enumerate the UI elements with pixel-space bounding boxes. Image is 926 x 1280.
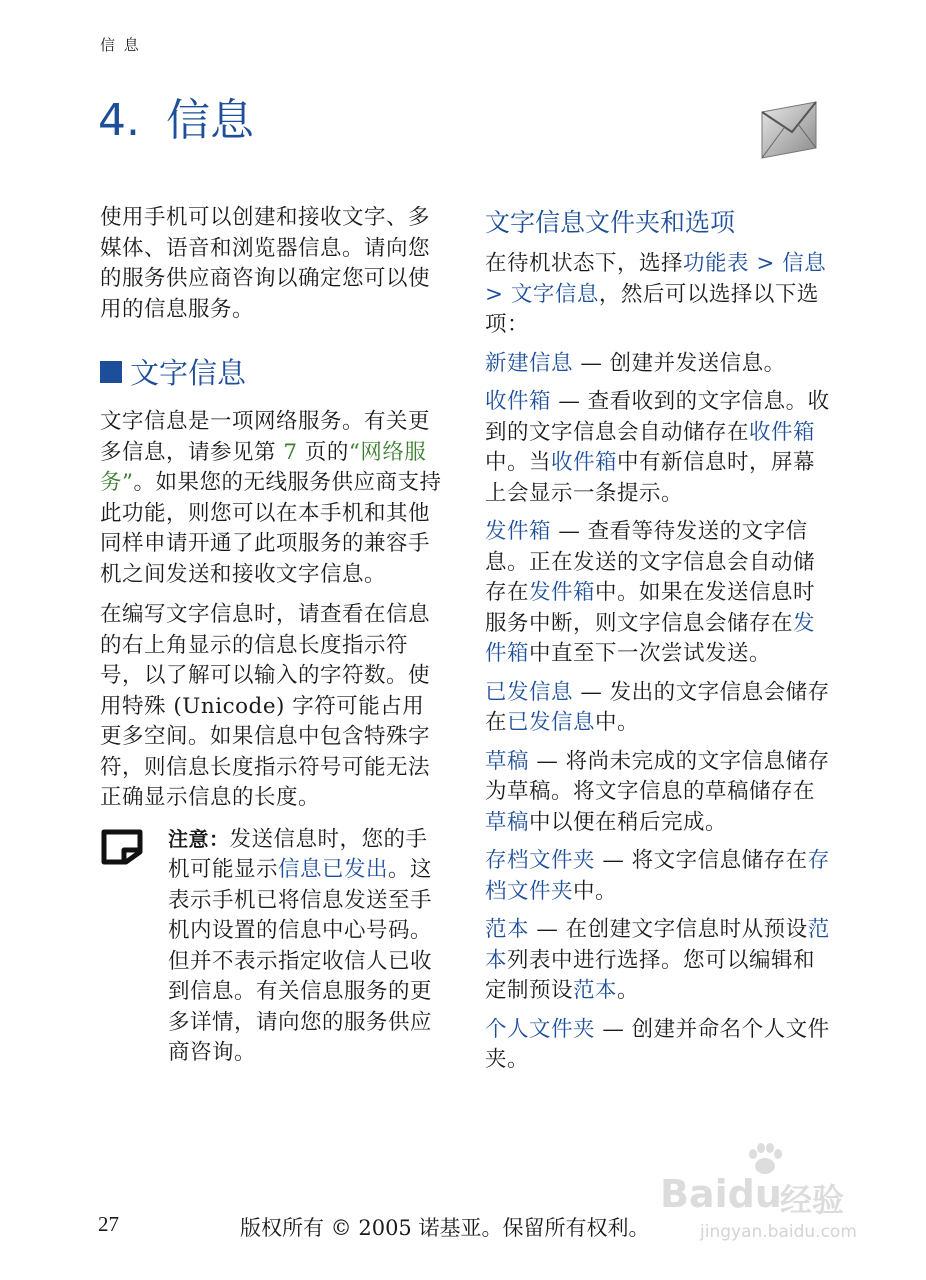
option-term: 新建信息 <box>485 350 574 376</box>
option-desc: 中有新信息时，屏幕上会显示一条提示。 <box>485 450 816 506</box>
note-icon <box>100 826 152 866</box>
option-item <box>485 349 830 380</box>
option-item <box>485 517 830 670</box>
messages-term: 信息 <box>782 251 827 276</box>
option-desc: 中以便在稍后完成。 <box>529 809 728 835</box>
option-desc: — 在创建文字信息时从预设 <box>529 917 808 942</box>
chapter-title-text: 信息 <box>166 95 254 146</box>
path-separator: > <box>749 251 783 276</box>
option-term-ref: 发件箱 <box>529 580 596 605</box>
option-desc: — 查看收到的文字信息。收到的文字信息会自动储存在 <box>485 389 830 445</box>
option-term: 范本 <box>485 917 530 942</box>
option-desc: 列表中进行选择。您可以编辑和定制预设 <box>485 947 816 1003</box>
section-title-text: 文字信息 <box>130 356 247 390</box>
option-desc: — 创建并发送信息。 <box>573 350 786 376</box>
option-term-ref: 已发信息 <box>507 710 596 735</box>
page-ref: 7 <box>283 439 298 465</box>
option-desc: 中。当 <box>485 450 552 475</box>
right-column <box>485 203 830 1084</box>
option-term: 草稿 <box>485 748 530 774</box>
option-term: 发件箱 <box>485 519 552 544</box>
option-desc: 中直至下一次尝试发送。 <box>529 641 772 666</box>
note-text <box>168 824 445 1069</box>
option-item <box>485 915 830 1007</box>
watermark <box>660 1142 890 1262</box>
note-block <box>100 824 445 1069</box>
option-term-ref: 范本 <box>485 917 830 973</box>
option-desc: — 将文字信息储存在 <box>595 848 808 873</box>
folders-title: 文字信息文件夹和选项 <box>485 208 736 237</box>
menu-term: 功能表 <box>683 251 750 276</box>
intro-text-a: 在待机状态下，选择 <box>485 251 684 276</box>
paw-icon <box>745 1142 785 1176</box>
path-separator: > <box>485 281 511 307</box>
option-desc: 。 <box>617 978 640 1003</box>
note-label: 注意： <box>168 826 230 851</box>
network-service-link[interactable]: “网络服务” <box>100 439 427 495</box>
square-bullet-icon <box>100 361 122 383</box>
option-item <box>485 846 830 907</box>
option-term: 收件箱 <box>485 389 552 414</box>
p1-text-c: 。如果您的无线服务供应商支持此功能，则您可以在本手机和其他同样申请开通了此项服务的兼容手机之间发送和接收文字信息。 <box>100 470 442 587</box>
option-desc: — 查看等待发送的文字信息。正在发送的文字信息会自动储存在 <box>485 519 816 605</box>
option-term-ref: 存档文件夹 <box>485 848 830 904</box>
option-term: 个人文件夹 <box>485 1016 596 1042</box>
note-text-a: 发送信息时，您的手机可能显示 <box>168 826 428 882</box>
left-column <box>100 203 445 1069</box>
p1-text-b: 页的 <box>297 439 349 465</box>
option-desc: 中。 <box>573 878 618 904</box>
envelope-icon <box>758 98 820 164</box>
option-desc: 中。如果在发送信息时服务中断，则文字信息会储存在 <box>485 580 816 636</box>
watermark-url: jingyan.baidu.com <box>700 1222 857 1242</box>
option-term-ref: 收件箱 <box>749 419 816 445</box>
option-term: 存档文件夹 <box>485 848 596 873</box>
page-number: 27 <box>98 1212 119 1236</box>
length-indicator-paragraph: 在编写文字信息时，请查看在信息的右上角显示的信息长度指示符号，以了解可以输入的字符数。使用特殊 (Unicode) 字符可能占用更多空间。如果信息中包含特殊字符，则信息长度指示符号可能无法正确显示信息的长度。 <box>100 602 431 810</box>
chapter-number: 4. <box>98 95 140 146</box>
watermark-brand: Baidu <box>660 1172 782 1216</box>
intro-text-b: ，然后可以选择以下选项： <box>485 281 819 337</box>
option-term-ref: 收件箱 <box>551 450 618 475</box>
text-message-paragraph <box>100 407 445 590</box>
option-item <box>485 387 830 509</box>
copyright-notice: 版权所有 © 2005 诺基亚。保留所有权利。 <box>240 1216 650 1240</box>
option-item <box>485 747 830 839</box>
p1-text-a: 文字信息是一项网络服务。有关更多信息，请参见第 <box>100 409 431 465</box>
running-header: 信 息 <box>100 36 141 54</box>
option-desc: — 创建并命名个人文件夹。 <box>485 1016 830 1072</box>
section-title <box>100 351 445 392</box>
option-desc: — 将尚未完成的文字信息储存为草稿。将文字信息的草稿储存在 <box>485 748 830 804</box>
folders-intro <box>485 249 830 341</box>
option-desc: — 发出的文字信息会储存在 <box>485 679 830 735</box>
option-desc: 中。 <box>595 710 640 735</box>
note-text-b: 。这表示手机已将信息发送至手机内设置的信息中心号码。但并不表示指定收信人已收到信息。有关信息服务的更多详情，请向您的服务供应商咨询。 <box>168 857 433 1065</box>
option-item <box>485 678 830 739</box>
option-term-ref: 范本 <box>573 978 618 1003</box>
option-term-ref: 发件箱 <box>485 610 816 666</box>
chapter-title <box>98 84 254 148</box>
text-messages-term: 文字信息 <box>510 281 599 307</box>
option-item <box>485 1015 830 1076</box>
intro-paragraph: 使用手机可以创建和接收文字、多媒体、语音和浏览器信息。请向您的服务供应商咨询以确定您可以使用的信息服务。 <box>100 205 431 322</box>
option-term: 已发信息 <box>485 679 574 705</box>
option-term-ref: 草稿 <box>485 809 530 835</box>
watermark-brand-cn: 经验 <box>780 1181 845 1219</box>
message-sent-term: 信息已发出 <box>278 857 389 882</box>
